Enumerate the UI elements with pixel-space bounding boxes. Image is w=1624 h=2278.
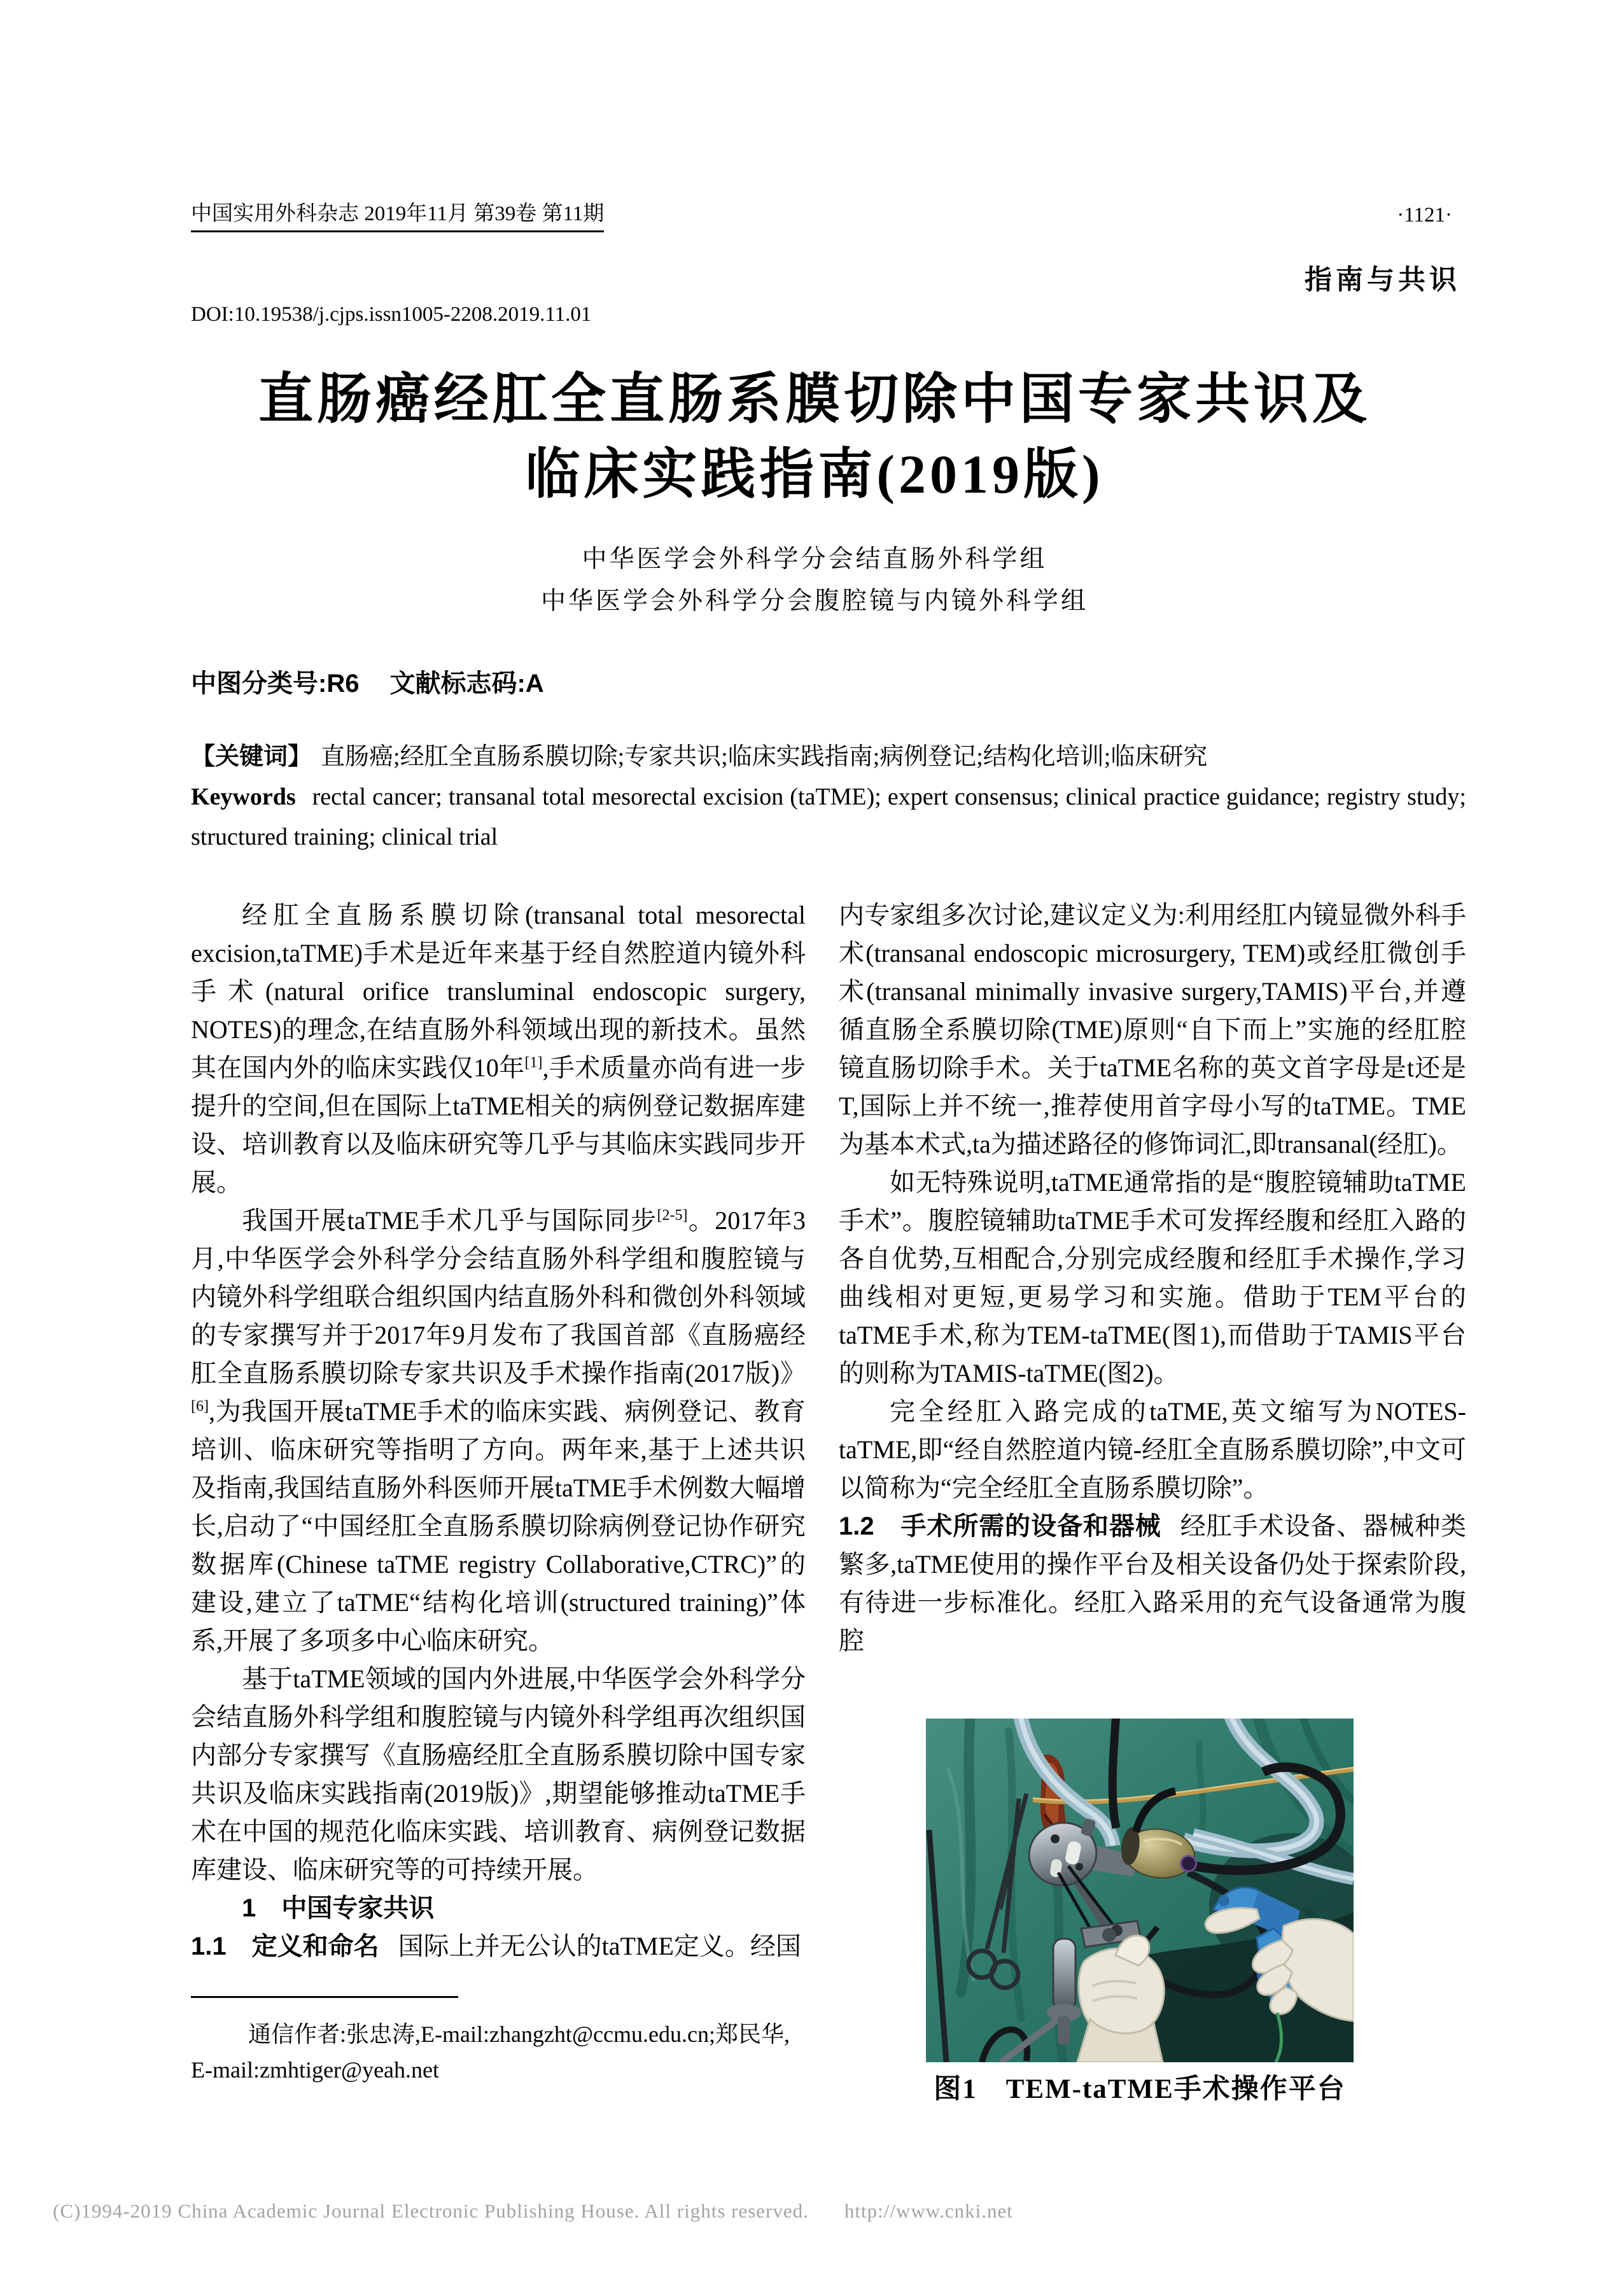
page-number: ·1121· <box>1397 204 1452 227</box>
subsection-1-2-label: 1.2 手术所需的设备和器械 <box>839 1512 1161 1540</box>
section-column-label: 指南与共识 <box>1305 265 1460 295</box>
subsection-1-1-text: 国际上并无公认的taTME定义。经国 <box>398 1932 801 1960</box>
correspondence-note <box>191 2016 806 2088</box>
classification-line <box>191 667 544 700</box>
subsection-1-2-text: 经肛手术设备、器械种类繁多,taTME使用的操作平台及相关设备仍处于探索阶段,有待进一步标准化。经肛入路采用的充气设备通常为腹腔 <box>839 1512 1467 1655</box>
subsection-1-1 <box>191 1927 806 1965</box>
section-heading-1: 1 中国专家共识 <box>242 1894 435 1922</box>
paragraph: 内专家组多次讨论,建议定义为:利用经肛内镜显微外科手术(transanal endoscopic microsurgery, TEM)或经肛微创手术(transanal minimally invasive surgery,TAMIS)平台,并遵循直肠全系膜切除(TME)原则“自下而上”实施的经肛腔镜直肠切除手术。关于taTME名称的英文首字母是t还是T,国际上并不统一,推荐使用首字母小写的taTME。TME为基本术式,ta为描述路径的修饰词汇,即transanal(经肛)。 <box>839 901 1466 1158</box>
left-column <box>191 896 806 1965</box>
author-group-2: 中华医学会外科学分会腹腔镜与内镜外科学组 <box>540 587 1088 615</box>
cnki-footer <box>53 2200 1013 2223</box>
correspondence-line-1: 通信作者:张忠涛,E-mail:zhangzht@ccmu.edu.cn;郑民华, <box>248 2021 790 2047</box>
right-column <box>839 896 1466 1660</box>
paragraph: 我国开展taTME手术几乎与国际同步[2-5]。2017年3月,中华医学会外科学分会结直肠外科学组和腹腔镜与内镜外科学组联合组织国内结直肠外科和微创外科领域的专家撰写并于2017年9月发布了我国首部《直肠癌经肛全直肠系膜切除专家共识及手术操作指南(2017版)》[6],为我国开展taTME手术的临床实践、病例登记、教育培训、临床研究等指明了方向。两年来,基于上述共识及指南,我国结直肠外科医师开展taTME手术例数大幅增长,启动了“中国经肛全直肠系膜切除病例登记协作研究数据库(Chinese taTME registry Collaborative,CTRC)”的建设,建立了taTME“结构化培训(structured training)”体系,开展了多项多中心临床研究。 <box>191 1206 806 1655</box>
keywords-en-items: rectal cancer; transanal total mesorectal excision (taTME); expert consensus; clinical practice guidance; registry study; structured training; clinical trial <box>191 784 1466 850</box>
article-title-line-2: 临床实践指南(2019版) <box>525 444 1104 505</box>
keywords-cn-label: 【关键词】 <box>191 743 312 770</box>
figure-1 <box>926 1719 1354 2062</box>
author-group-1: 中华医学会外科学分会结直肠外科学组 <box>582 545 1047 573</box>
keywords-en <box>191 777 1466 857</box>
figure-1-caption: 图1 TEM-taTME手术操作平台 <box>934 2074 1346 2104</box>
clc-code: 中图分类号:R6 <box>191 670 360 698</box>
footer-copyright: (C)1994-2019 China Academic Journal Electronic Publishing House. All rights reserved. <box>53 2200 809 2222</box>
article-title <box>178 362 1451 512</box>
document-code: 文献标志码:A <box>389 670 544 698</box>
subsection-1-1-label: 1.1 定义和命名 <box>191 1932 379 1960</box>
keywords-cn-items: 直肠癌;经肛全直肠系膜切除;专家共识;临床实践指南;病例登记;结构化培训;临床研究 <box>321 743 1208 770</box>
article-title-line-1: 直肠癌经肛全直肠系膜切除中国专家共识及 <box>258 369 1371 430</box>
journal-header-line: 中国实用外科杂志 2019年11月 第39卷 第11期 <box>191 201 604 232</box>
author-groups <box>178 538 1451 622</box>
figure-1-photo <box>926 1719 1354 2062</box>
keywords-cn <box>191 737 1466 777</box>
footer-url: http://www.cnki.net <box>844 2200 1013 2222</box>
subsection-1-2 <box>839 1507 1466 1660</box>
paragraph: 如无特殊说明,taTME通常指的是“腹腔镜辅助taTME手术”。腹腔镜辅助taTME手术可发挥经腹和经肛入路的各自优势,互相配合,分别完成经腹和经肛手术操作,学习曲线相对更短,更易学习和实施。借助于TEM平台的taTME手术,称为TEM-taTME(图1),而借助于TAMIS平台的则称为TAMIS-taTME(图2)。 <box>839 1168 1466 1388</box>
correspondence-line-2: E-mail:zmhtiger@yeah.net <box>191 2057 440 2083</box>
doi-line: DOI:10.19538/j.cjps.issn1005-2208.2019.11.01 <box>191 303 592 326</box>
paragraph: 经肛全直肠系膜切除(transanal total mesorectal excision,taTME)手术是近年来基于经自然腔道内镜外科手术(natural orifice transluminal endoscopic surgery, NOTES)的理念,在结直肠外科领域出现的新技术。虽然其在国内外的临床实践仅10年[1],手术质量亦尚有进一步提升的空间,但在国际上taTME相关的病例登记数据库建设、培训教育以及临床研究等几乎与其临床实践同步开展。 <box>191 901 806 1197</box>
paragraph: 完全经肛入路完成的taTME,英文缩写为NOTES-taTME,即“经自然腔道内镜-经肛全直肠系膜切除”,中文可以简称为“完全经肛全直肠系膜切除”。 <box>839 1397 1466 1502</box>
paragraph: 基于taTME领域的国内外进展,中华医学会外科学分会结直肠外科学组和腹腔镜与内镜外科学组再次组织国内部分专家撰写《直肠癌经肛全直肠系膜切除中国专家共识及临床实践指南(2019版)》,期望能够推动taTME手术在中国的规范化临床实践、培训教育、病例登记数据库建设、临床研究等的可持续开展。 <box>191 1664 806 1884</box>
keywords-en-label: Keywords <box>191 784 296 810</box>
footnote-rule <box>191 1996 458 1998</box>
keywords-block <box>191 737 1466 857</box>
